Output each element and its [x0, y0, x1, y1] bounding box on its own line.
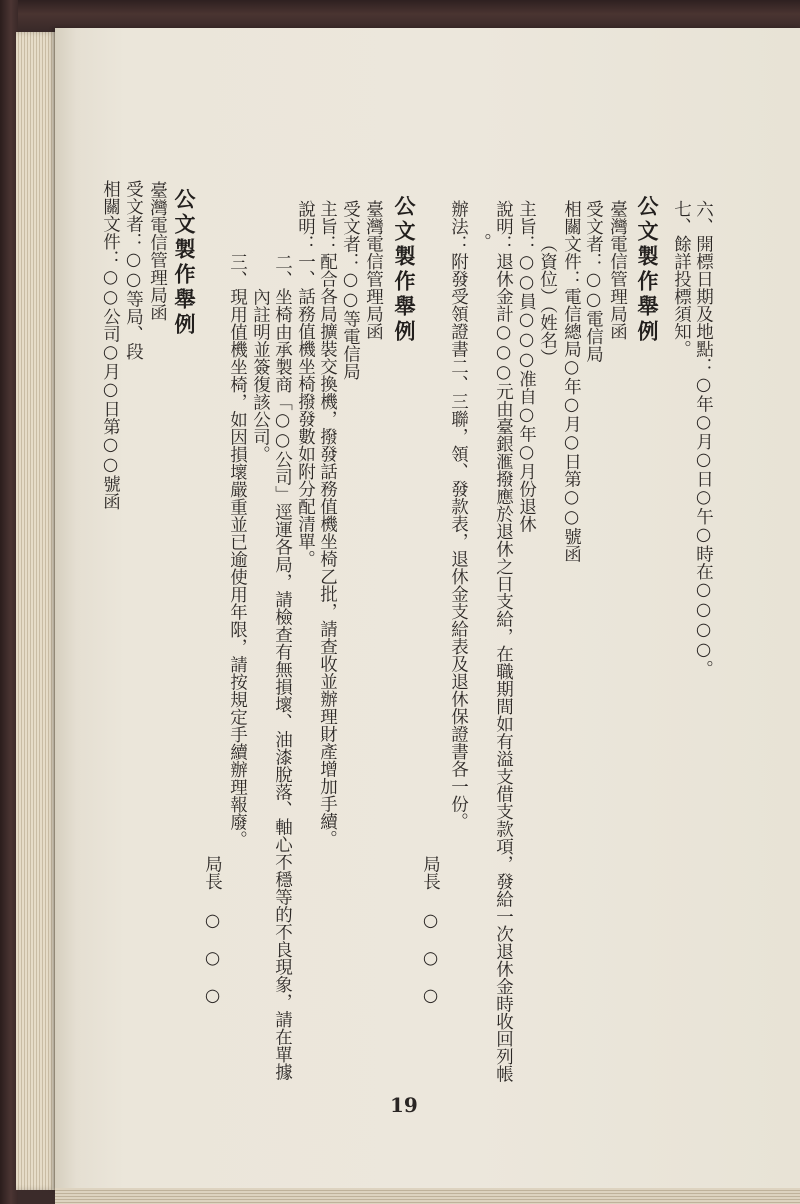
item-6: 六、開標日期及地點：○年○月○日○午○時在○○○○。	[693, 200, 714, 678]
example-1-rank-name: （資位）（姓名）	[537, 235, 558, 367]
example-2-explanation-1: 說明：一、話務值機坐椅撥發數如附分配清單。	[295, 200, 316, 568]
example-2-signature-name: ○○○	[202, 911, 223, 1024]
example-1-explanation-cont: 。	[471, 233, 492, 251]
example-2-explanation-2-cont: 內註明並簽復該公司。	[250, 288, 271, 463]
example-1-signature-name: ○○○	[420, 911, 441, 1024]
example-2-recipient: 受文者：○○等電信局	[340, 200, 361, 380]
example-1-heading: 公文製作舉例	[635, 195, 660, 345]
example-3-related-documents: 相關文件：○○公司○月○日第○○號函	[100, 180, 121, 510]
example-1-related-documents: 相關文件：電信總局○年○月○日第○○號函	[561, 200, 582, 563]
item-7: 七、餘詳投標須知。	[671, 200, 692, 358]
example-2-explanation-3: 三、現用值機坐椅，如因損壞嚴重並已逾使用年限，請按規定手續辦理報廢。	[227, 253, 248, 848]
example-3-heading: 公文製作舉例	[172, 188, 197, 338]
example-1-signature-title: 局長	[420, 855, 441, 890]
page-number: 19	[390, 1093, 418, 1117]
example-1-recipient: 受文者：○○電信局	[583, 200, 604, 363]
example-2-subject: 主旨：配合各局擴裝交換機，撥發話務值機坐椅乙批，請查收並辦理財產增加手續。	[317, 200, 338, 848]
page-bottom-edge	[55, 1188, 800, 1204]
page-stack-edge	[16, 32, 58, 1190]
example-1-explanation: 說明：退休金計○○○元由臺銀滙撥應於退休之日支給，在職期間如有溢支借支款項，發給一次退休金時收回列帳	[493, 200, 514, 1083]
example-1-subject: 主旨：○○員○○○准自○年○月份退休	[516, 200, 537, 533]
example-3-recipient: 受文者：○○等局、段	[123, 180, 144, 360]
example-3-issuer: 臺灣電信管理局函	[147, 181, 168, 321]
example-2-heading: 公文製作舉例	[392, 195, 417, 345]
example-2-signature-title: 局長	[202, 855, 223, 890]
example-2-explanation-2: 二、坐椅由承製商「○○公司」逕運各局，請檢查有無損壞、油漆脫落、軸心不穩等的不良現象，請在單據	[272, 253, 293, 1081]
example-1-method: 辦法：附發受領證書二、三聯，領、發款表，退休金支給表及退休保證書各一份。	[448, 200, 469, 830]
example-2-issuer: 臺灣電信管理局函	[363, 200, 384, 340]
example-1-issuer: 臺灣電信管理局函	[607, 200, 628, 340]
